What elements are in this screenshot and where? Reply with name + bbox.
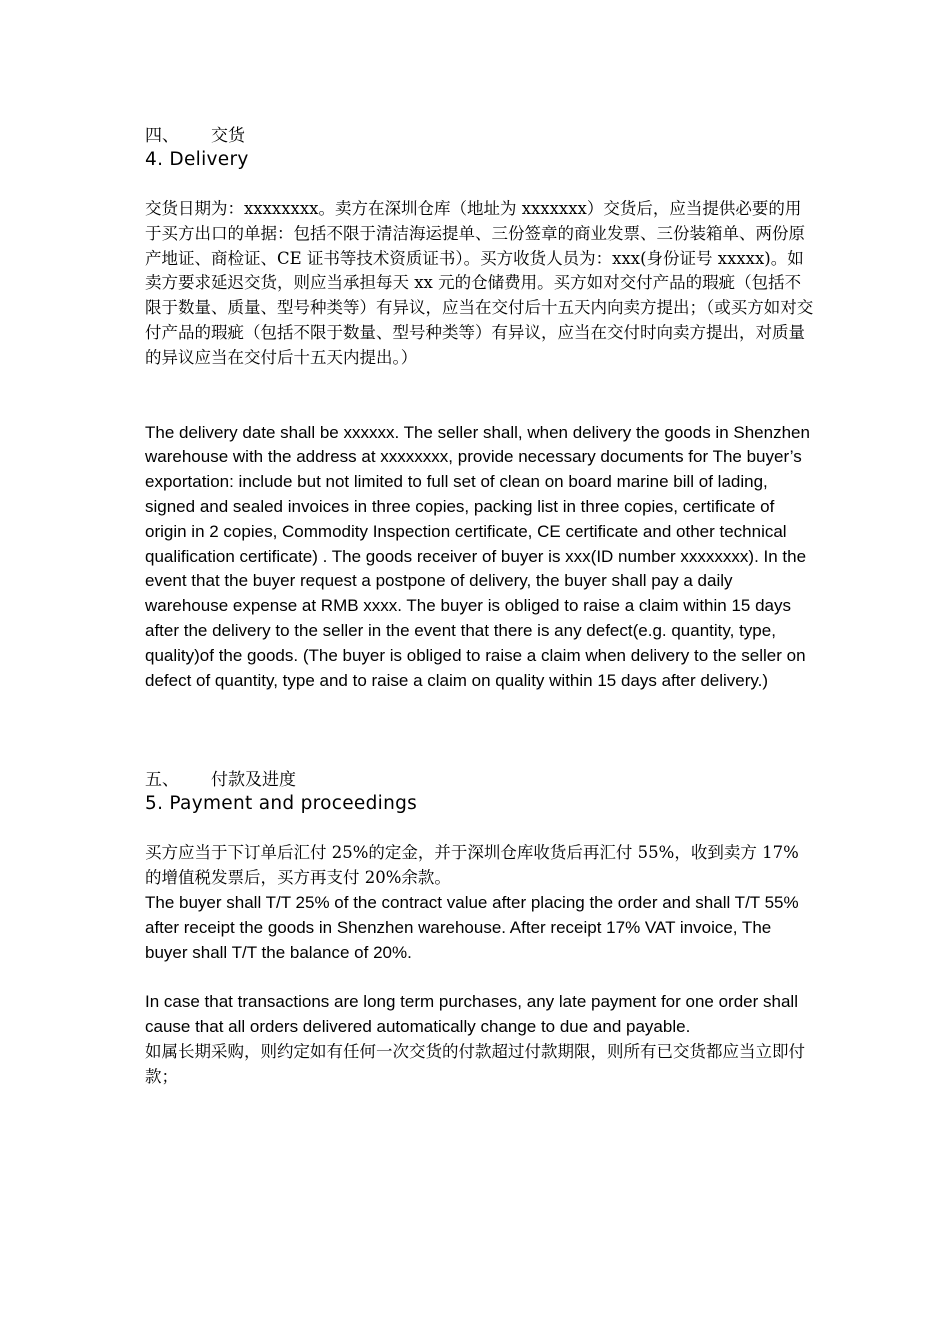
section-4-heading-cn — [145, 124, 815, 148]
section-5-title-cn: 付款及进度 — [211, 770, 296, 791]
section-4-paragraph-en: The delivery date shall be xxxxxx. The seller shall, when delivery the goods in Shenzhen warehouse with the address at xxxxxxxx, provide necessary documents for The buyer’s exportation: include but not limited to full set of clean on board marine bill of lading, signed and sealed invoices in three copies, packing list in three copies, certificate of origin in 2 copies, Commodity Inspection certificate, CE certificate and other technical qualification certificate) . The goods receiver of buyer is xxx(ID number xxxxxxxx). In the event that the buyer request a postpone of delivery, the buyer shall pay a daily warehouse expense at RMB xxxx. The buyer is obliged to raise a claim within 15 days after the delivery to the seller in the event that there is any defect(e.g. quantity, type, quality)of the goods. (The buyer is obliged to raise a claim when delivery to the seller on defect of quantity, type and to raise a claim on quality within 15 days after delivery.) — [145, 422, 810, 690]
section-5-heading-en: 5. Payment and proceedings — [145, 793, 418, 815]
section-4-title-cn: 交货 — [211, 126, 245, 146]
section-5-number-cn: 五、 — [145, 770, 179, 791]
section-4-paragraph-cn: 交货日期为：xxxxxxxx。卖方在深圳仓库（地址为 xxxxxxx）交货后，应当提供必要的用于买方出口的单据：包括不限于清洁海运提单、三份签章的商业发票、三份装箱单、两份原产地证、商检证、CE 证书等技术资质证书）。买方收货人员为：xxx(身份证号 xxxxx)。如卖方要求延迟交货，则应当承担每天 xx 元的仓储费用。买方如对交付产品的瑕疵（包括不限于数量、质量、型号种类等）有异议，应当在交付后十五天内向卖方提出；（或买方如对交付产品的瑕疵（包括不限于数量、型号种类等）有异议，应当在交付时向卖方提出，对质量的异议应当在交付后十五天内提出。） — [145, 199, 814, 367]
section-5-paragraph-cn-1: 买方应当于下订单后汇付 25%的定金，并于深圳仓库收货后再汇付 55%，收到卖方 17%的增值税发票后，买方再支付 20%余款。 — [145, 843, 799, 888]
document-page — [145, 124, 815, 1090]
section-5-heading-cn — [145, 768, 815, 792]
section-5-paragraph-en-2: In case that transactions are long term purchases, any late payment for one order shall cause that all orders delivered automatically change to due and payable. — [145, 992, 798, 1037]
section-5-paragraph-en-1: The buyer shall T/T 25% of the contract value after placing the order and shall T/T 55% after receipt the goods in Shenzhen warehouse. After receipt 17% VAT invoice, The buyer shall T/T the balance of 20%. — [145, 892, 799, 962]
section-5-paragraph-cn-2: 如属长期采购，则约定如有任何一次交货的付款超过付款期限，则所有已交货都应当立即付款； — [145, 1041, 805, 1086]
section-4-heading-en: 4. Delivery — [145, 149, 249, 170]
section-4-number-cn: 四、 — [145, 126, 179, 146]
